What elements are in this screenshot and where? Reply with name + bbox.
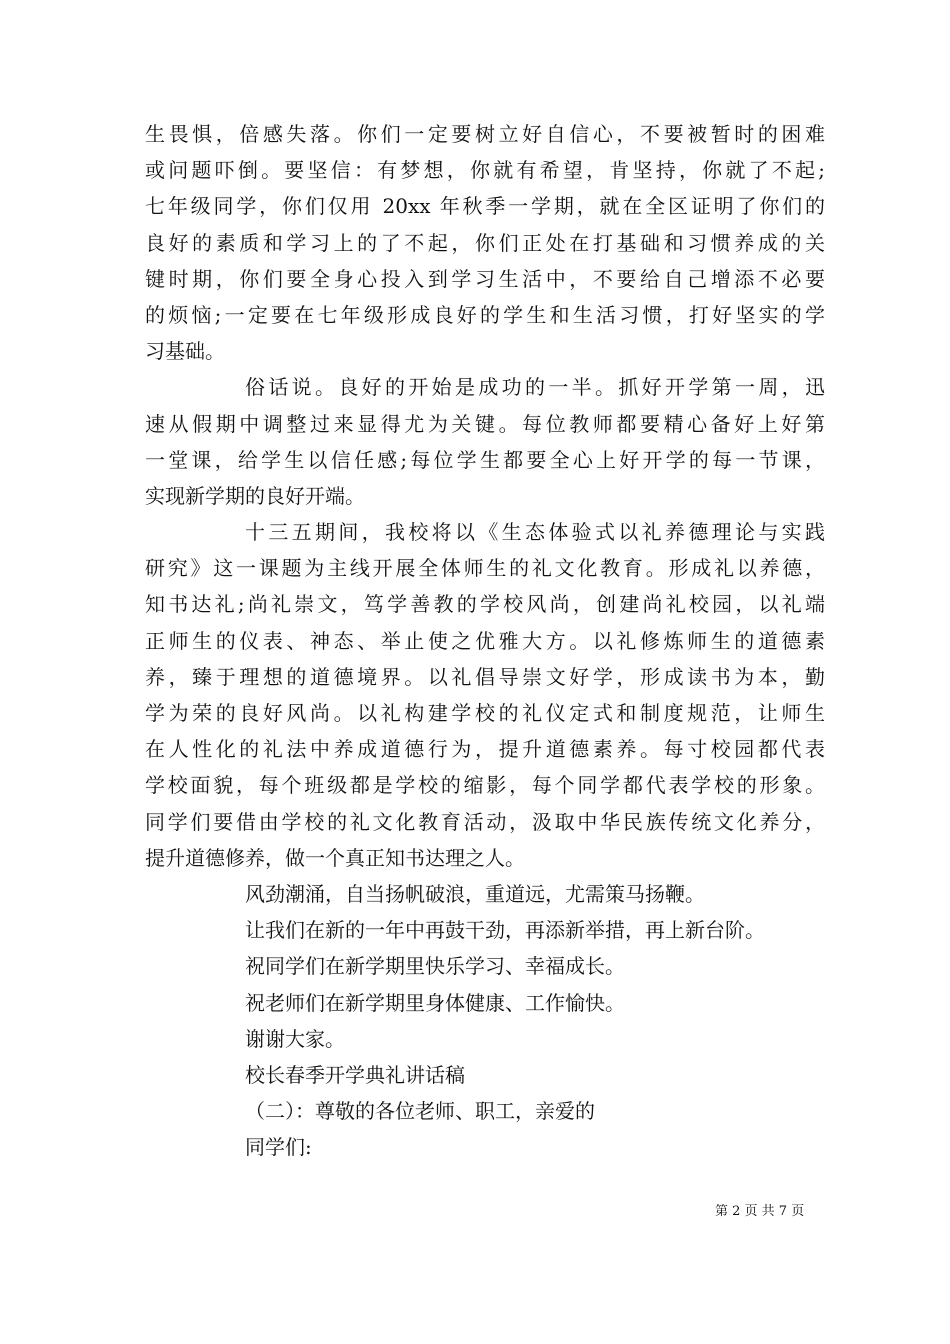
text-line: 正师生的仪表、神态、举止使之优雅大方。以礼修炼师生的道德素 — [145, 628, 825, 653]
text-line: 一堂课，给学生以信任感;每位学生都要全心上好开学的每一节课， — [145, 447, 825, 472]
closing-line: 祝同学们在新学期里快乐学习、幸福成长。 — [245, 954, 625, 979]
text-line: 知书达礼;尚礼崇文，笃学善教的学校风尚，创建尚礼校园，以礼端 — [145, 592, 825, 617]
text-line: 学为荣的良好风尚。以礼构建学校的礼仪定式和制度规范，让师生 — [145, 701, 825, 725]
text-line: 键时期，你们要全身心投入到学习生活中，不要给自己增添不必要 — [145, 266, 825, 291]
text-line: 实现新学期的良好开端。 — [145, 483, 365, 508]
paragraph-2 — [145, 369, 825, 514]
text-line: 学校面貌，每个班级都是学校的缩影，每个同学都代表学校的形象。 — [145, 773, 825, 798]
text-line: 习基础。 — [145, 339, 225, 364]
paragraph-3 — [145, 514, 825, 876]
page-number: 第 2 页 共 7 页 — [715, 1204, 805, 1219]
text-line: 十三五期间，我校将以《生态体验式以礼养德理论与实践 — [245, 520, 825, 545]
text-line: 提升道德修养，做一个真正知书达理之人。 — [145, 845, 525, 870]
closing-line: 祝老师们在新学期里身体健康、工作愉快。 — [245, 990, 625, 1015]
closing-line: 同学们: — [245, 1135, 312, 1160]
text-line: 养，臻于理想的道德境界。以礼倡导崇文好学，形成读书为本，勤 — [145, 664, 825, 689]
text-line: 研究》这一课题为主线开展全体师生的礼文化教育。形成礼以养德， — [145, 556, 825, 581]
text-line: 同学们要借由学校的礼文化教育活动，汲取中华民族传统文化养分， — [145, 809, 825, 834]
section-title: 校长春季开学典礼讲话稿 — [245, 1062, 465, 1087]
text-line: 的烦恼;一定要在七年级形成良好的学生和生活习惯，打好坚实的学 — [145, 302, 825, 327]
text-line: 生畏惧，倍感失落。你们一定要树立好自信心，不要被暂时的困难 — [145, 122, 825, 146]
text-line: 七年级同学，你们仅用 20xx 年秋季一学期，就在全区证明了你们的 — [145, 194, 825, 219]
document-body — [145, 116, 825, 1165]
text-line: 俗话说。良好的开始是成功的一半。抓好开学第一周，迅 — [245, 375, 825, 400]
closing-line: 让我们在新的一年中再鼓干劲，再添新举措，再上新台阶。 — [245, 918, 765, 943]
text-line: 或问题吓倒。要坚信：有梦想，你就有希望，肯坚持，你就了不起; — [145, 158, 825, 183]
closing-line: （二）：尊敬的各位老师、职工，亲爱的 — [245, 1099, 595, 1124]
closing-line: 风劲潮涌，自当扬帆破浪，重道远，尤需策马扬鞭。 — [245, 881, 705, 906]
text-line: 速从假期中调整过来显得尤为关键。每位教师都要精心备好上好第 — [145, 411, 825, 436]
closing-section — [145, 876, 825, 1166]
text-line: 在人性化的礼法中养成道德行为，提升道德素养。每寸校园都代表 — [145, 737, 825, 762]
text-line: 良好的素质和学习上的了不起，你们正处在打基础和习惯养成的关 — [145, 230, 825, 255]
closing-line: 谢谢大家。 — [245, 1026, 345, 1051]
paragraph-1 — [145, 116, 825, 369]
